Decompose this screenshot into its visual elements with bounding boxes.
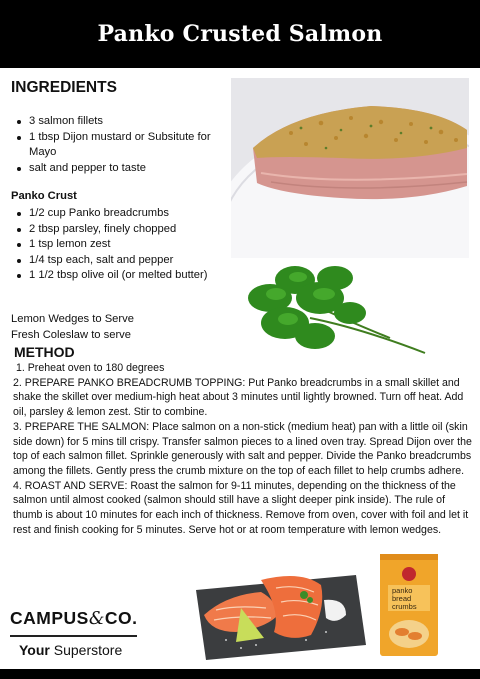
panko-crust-heading: Panko Crust (11, 190, 77, 202)
crust-item: 1/2 cup Panko breadcrumbs (11, 206, 221, 221)
page-title: Panko Crusted Salmon (97, 21, 383, 47)
serving-suggestions (11, 312, 134, 343)
method-step: 1. Preheat oven to 180 degrees (13, 362, 165, 374)
tagline-rest: Superstore (49, 641, 123, 658)
method-steps (13, 361, 473, 537)
ingredient-item: salt and pepper to taste (11, 161, 221, 176)
ingredients-list (11, 114, 221, 177)
crust-item: 1/4 tsp each, salt and pepper (11, 253, 221, 268)
brand-ampersand: & (88, 609, 105, 629)
method-heading: METHOD (14, 344, 75, 360)
salmon-dish-illustration (231, 78, 469, 258)
method-step: 3. PREPARE THE SALMON: Place salmon on a non-stick (medium heat) pan with a little oil (skin side down) for 5 mins till crispy. Transfer salmon pieces to a lined oven tray. Spread Dijon over the top of each salmon fillet. Sprinkle generously with salt and pepper. Divide the Panko breadcrumbs among the fillets. Gently press the crumb mixture on the top of each fillet to help crumbs adhere. (13, 420, 472, 477)
ingredients-heading: INGREDIENTS (11, 79, 117, 96)
brand-name-left: CAMPUS (10, 608, 89, 628)
brand-name-right: CO. (104, 608, 138, 628)
ingredient-item: 1 tbsp Dijon mustard or Subsitute for Mayo (11, 130, 221, 160)
ingredient-item: 3 salmon fillets (11, 114, 221, 129)
logo-divider (10, 635, 137, 637)
parsley-illustration (240, 258, 430, 368)
panko-crust-list (11, 206, 221, 284)
panko-pack-label: panko bread crumbs (392, 586, 417, 611)
raw-salmon-illustration (186, 560, 371, 665)
method-step: 2. PREPARE PANKO BREADCRUMB TOPPING: Put Panko breadcrumbs in a small skillet and shake the skillet over medium-high heat about 3 minutes until lightly browned. Turn off heat. Add oil, parsley & lemon zest. Stir to combine. (13, 376, 464, 419)
serve-line: Fresh Coleslaw to serve (11, 328, 131, 341)
footer-bar (0, 669, 480, 679)
crust-item: 2 tbsp parsley, finely chopped (11, 222, 221, 237)
title-banner (0, 0, 480, 68)
brand-name (10, 608, 140, 629)
serve-line: Lemon Wedges to Serve (11, 313, 134, 325)
crust-item: 1 1/2 tbsp olive oil (or melted butter) (11, 268, 221, 283)
brand-tagline (19, 642, 140, 658)
panko-breadcrumbs-pack (378, 552, 440, 658)
crust-item: 1 tsp lemon zest (11, 237, 221, 252)
salmon-photo (231, 78, 469, 258)
campus-and-co-logo (10, 608, 140, 658)
method-step: 4. ROAST AND SERVE: Roast the salmon for 9-11 minutes, depending on the thickness of the salmon until almost cooked (salmon should still have a slight deeper pink inside). The rule of thumb is about 10 minutes for each inch of thickness. Remove from oven, cover with foil and let it rest and finish cooking for 5 minutes. Serve hot or at room temperature with lemon wedges. (13, 479, 469, 536)
tagline-bold: Your (19, 641, 50, 658)
